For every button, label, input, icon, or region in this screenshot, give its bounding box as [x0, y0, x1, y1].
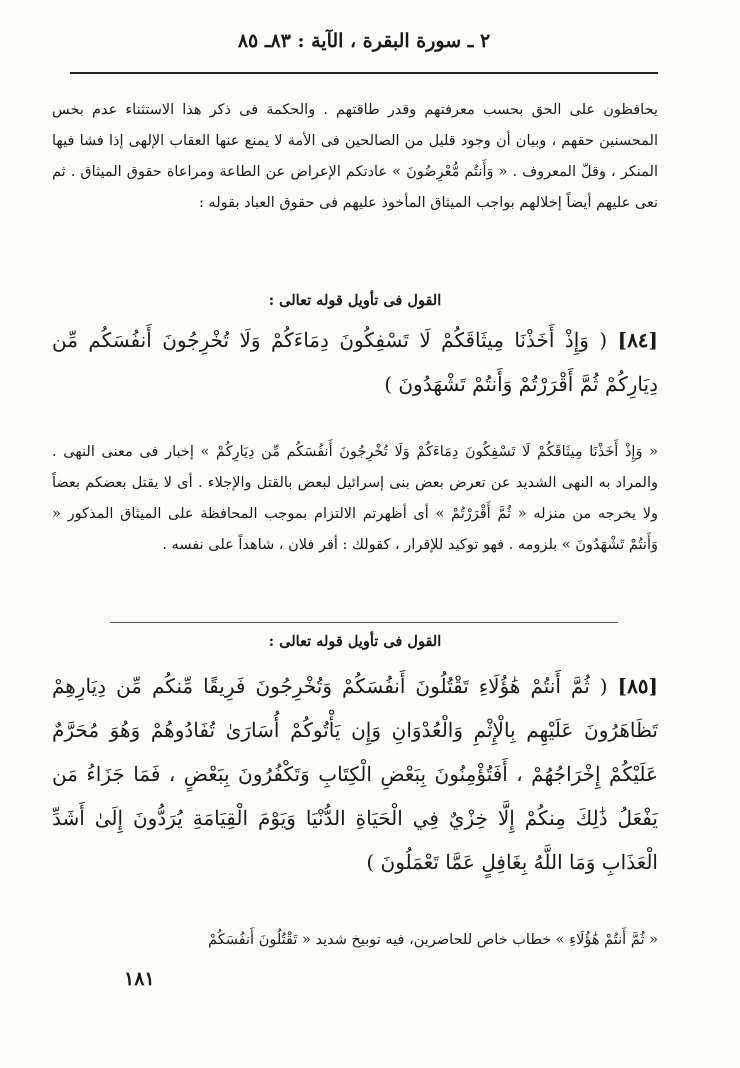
verse-number-85: [٨٥]: [617, 674, 659, 698]
verse-number-84: [٨٤]: [617, 328, 659, 352]
commentary-text-85: « ثُمَّ أَنتُمْ هَٰؤُلَاءِ » خطاب خاص للحاضرين، فيه توبيخ شديد « تَقْتُلُونَ أَنفُسَكُمْ: [208, 932, 658, 948]
commentary-85: [52, 925, 658, 956]
page-number: ١٨١: [124, 968, 155, 990]
section-heading-84: القول فى تأويل قوله تعالى :: [268, 292, 442, 309]
verse-84: [52, 318, 658, 406]
section-divider: [110, 622, 618, 623]
commentary-text-84: « وَإِذْ أَخَذْنَا مِيثَاقَكُمْ لَا تَسْفِكُونَ دِمَاءَكُمْ وَلَا تُخْرِجُونَ أَنفُسَكُم مِّن دِيَارِكُمْ » إخبار فى معنى النهى . والمراد به النهى الشديد عن تعرض بعض بنى إسرائيل لبعض بالقتل والإجلاء . أى لا يقتل بعضكم بعضاً ولا يخرجه من منزله « ثُمَّ أَقْرَرْتُمْ » أى أظهرتم الالتزام بموجب المحافظة على الميثاق المذكور « وَأَنتُمْ تَشْهَدُونَ » بلزومه . فهو توكيد للإقرار ، كقولك : أقر فلان ، شاهداً على نفسه .: [52, 444, 658, 553]
header-divider: [70, 72, 658, 74]
section-heading-85: القول فى تأويل قوله تعالى :: [268, 633, 442, 650]
intro-text: يحافظون على الحق بحسب معرفتهم وقدر طاقتهم . والحكمة فى ذكر هذا الاستثناء عدم بخس المحسنين حقهم ، وبيان أن وجود قليل من الصالحين فى الأمة لا يمنع عنها العقاب الإلهى إذا فشا فيها المنكر ، وقلّ المعروف . « وَأَنتُم مُّعْرِضُونَ » عادتكم الإعراض عن الطاعة ومراعاة حقوق الميثاق . ثم نعى عليهم أيضاً إخلالهم بواجب الميثاق المأخوذ عليهم فى حقوق العباد بقوله :: [52, 102, 658, 211]
verse-text-84: ( وَإِذْ أَخَذْنَا مِيثَاقَكُمْ لَا تَسْفِكُونَ دِمَاءَكُمْ وَلَا تُخْرِجُونَ أَنفُسَكُم مِّن دِيَارِكُمْ ثُمَّ أَقْرَرْتُمْ وَأَنتُمْ تَشْهَدُونَ ): [52, 328, 658, 396]
intro-paragraph: [52, 95, 658, 219]
page-header: ٢ ـ سورة البقرة ، الآية : ٨٣ـ ٨٥: [237, 30, 491, 52]
verse-text-85: ( ثُمَّ أَنتُمْ هَٰؤُلَاءِ تَقْتُلُونَ أَنفُسَكُمْ وَتُخْرِجُونَ فَرِيقًا مِّنكُم مِّن دِيَارِهِمْ تَظَاهَرُونَ عَلَيْهِم بِالْإِثْمِ وَالْعُدْوَانِ وَإِن يَأْتُوكُمْ أُسَارَىٰ تُفَادُوهُمْ وَهُوَ مُحَرَّمٌ عَلَيْكُمْ إِخْرَاجُهُمْ ، أَفَتُؤْمِنُونَ بِبَعْضِ الْكِتَابِ وَتَكْفُرُونَ بِبَعْضٍ ، فَمَا جَزَاءُ مَن يَفْعَلُ ذَٰلِكَ مِنكُمْ إِلَّا خِزْيٌ فِي الْحَيَاةِ الدُّنْيَا وَيَوْمَ الْقِيَامَةِ يُرَدُّونَ إِلَىٰ أَشَدِّ الْعَذَابِ وَمَا اللَّهُ بِغَافِلٍ عَمَّا تَعْمَلُونَ ): [52, 674, 658, 874]
commentary-84: [52, 437, 658, 561]
verse-85: [52, 664, 658, 884]
